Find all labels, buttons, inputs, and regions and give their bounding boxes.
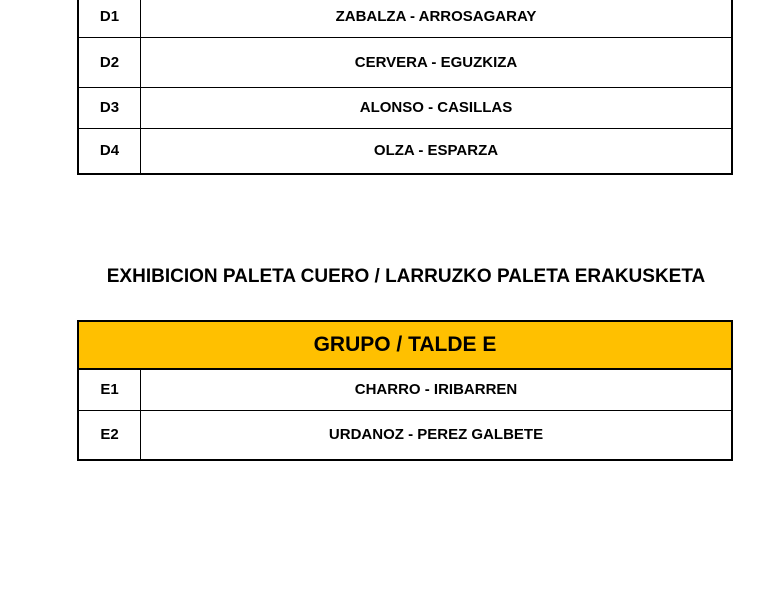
group-d-table <box>77 0 733 175</box>
group-header-row <box>78 321 732 369</box>
table-row <box>78 410 732 460</box>
table-row <box>78 0 732 37</box>
row-pair: ALONSO - CASILLAS <box>141 87 733 128</box>
row-pair: ZABALZA - ARROSAGARAY <box>141 0 733 37</box>
table-row <box>78 87 732 128</box>
row-code: D1 <box>78 0 141 37</box>
group-e-title: GRUPO / TALDE E <box>78 321 732 369</box>
row-pair: CERVERA - EGUZKIZA <box>141 37 733 87</box>
row-pair: URDANOZ - PEREZ GALBETE <box>141 410 733 460</box>
table-row <box>78 128 732 174</box>
table-row <box>78 37 732 87</box>
row-code: E2 <box>78 410 141 460</box>
row-code: D3 <box>78 87 141 128</box>
row-pair: CHARRO - IRIBARREN <box>141 369 733 410</box>
table-row <box>78 369 732 410</box>
row-code: E1 <box>78 369 141 410</box>
exhibition-title: EXHIBICION PALETA CUERO / LARRUZKO PALETA ERAKUSKETA <box>106 266 706 287</box>
row-code: D4 <box>78 128 141 174</box>
row-pair: OLZA - ESPARZA <box>141 128 733 174</box>
row-code: D2 <box>78 37 141 87</box>
group-e-table <box>77 320 733 461</box>
